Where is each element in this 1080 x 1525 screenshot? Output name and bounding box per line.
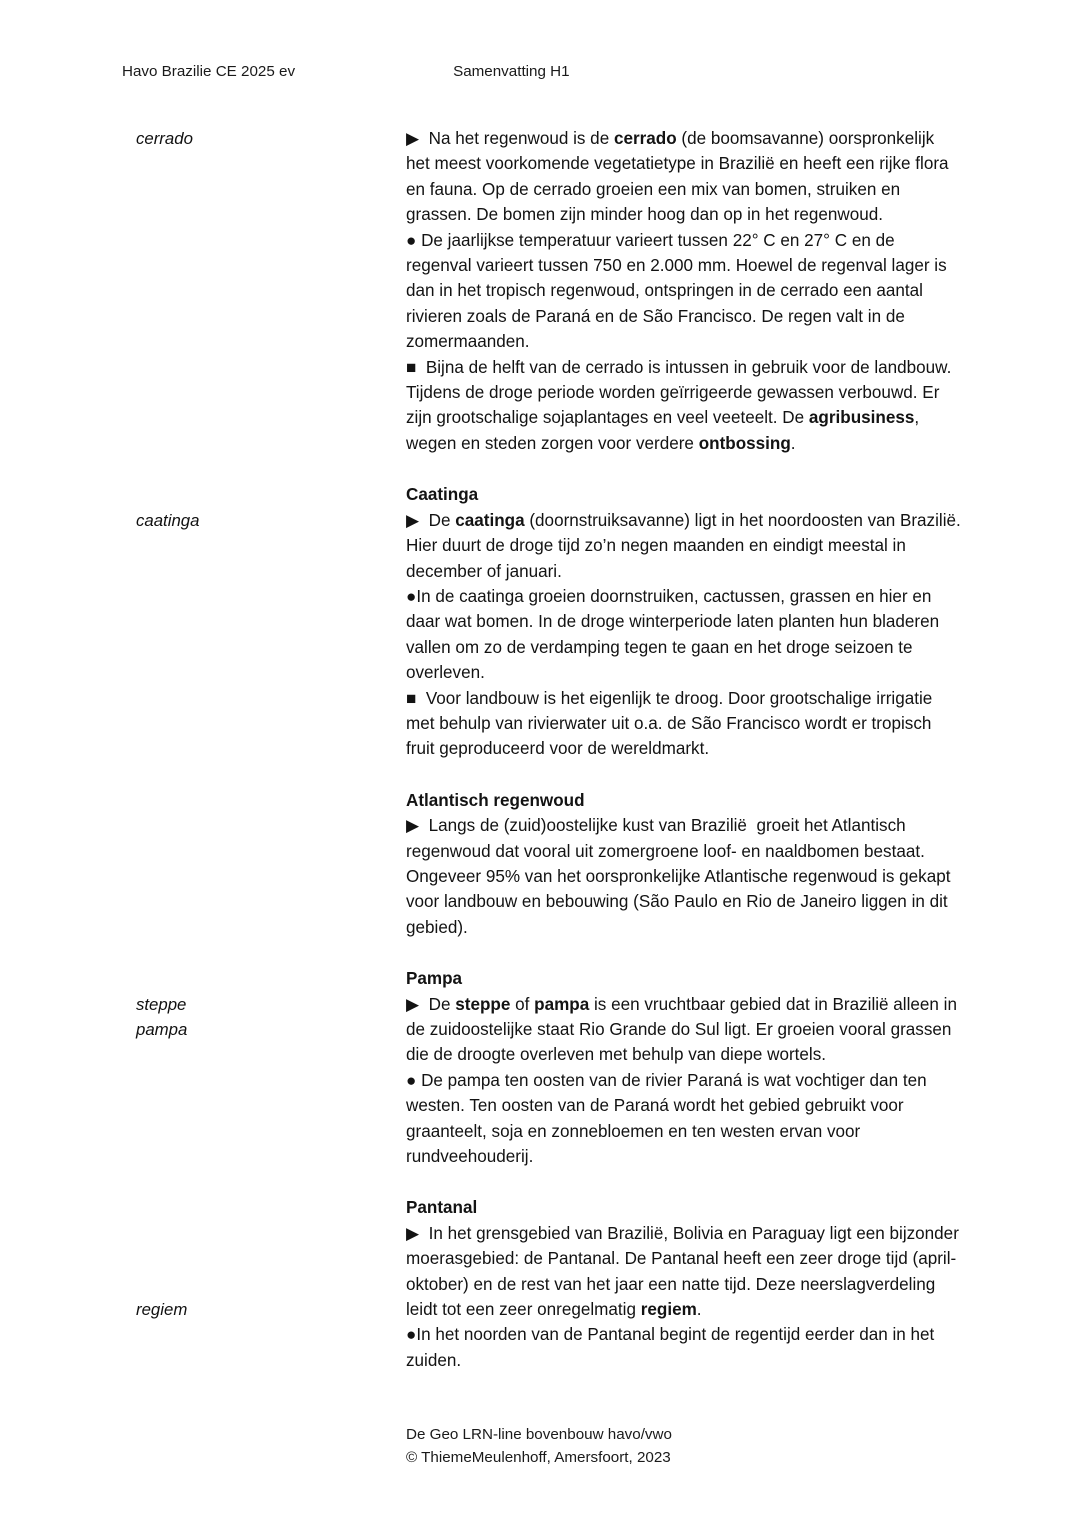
section-caatinga-text: [406, 482, 1080, 761]
cerrado-p3-mid: , wegen en steden zorgen voor verdere: [406, 408, 924, 453]
section-pampa: [0, 966, 1080, 1169]
cerrado-p3-post: .: [790, 433, 796, 453]
pantanal-p1-post: .: [696, 1300, 702, 1320]
cerrado-paragraph-2: ● De jaarlijkse temperatuur varieert tussen 22° C en 27° C en de regenval varieert tussen 750 en 2.000 mm. Hoewel de regenval lager is dan in het tropisch regenwoud, ontspringen in de cerrado een aantal rivieren zoals de Paraná en de São Francisco. De regen valt in de zomermaanden.: [406, 230, 952, 352]
spacer-after-pampa: [0, 1169, 1080, 1195]
section-atlantisch-text: [406, 788, 1080, 940]
pantanal-p1-pre: ▶ In het grensgebied van Brazilië, Bolivia en Paraguay ligt een bijzonder moerasgebied: de Pantanal. De Pantanal heeft een zeer droge tijd (april-oktober) en de rest van het jaar een natte tijd. Deze neerslagverdeling leidt tot een zeer onregelmatig: [406, 1223, 964, 1320]
section-caatinga: [0, 482, 1080, 761]
cerrado-p3-bold-ontbossing: ontbossing: [698, 433, 791, 453]
section-pantanal-text: [406, 1195, 1080, 1373]
pampa-p1-post: is een vruchtbaar gebied dat in Brazilië alleen in de zuidoostelijke staat Rio Grande do Sul ligt. Er groeien vooral grassen die de droogte overleven met behulp van diepe wortels.: [406, 994, 962, 1065]
caatinga-p1-post: (doornstruiksavanne) ligt in het noordoosten van Brazilië. Hier duurt de droge tijd zo’n negen maanden en eindigt meestal in december of januari.: [406, 510, 966, 581]
cerrado-p3-pre: ■ Bijna de helft van de cerrado is intussen in gebruik voor de landbouw. Tijdens de droge periode worden geïrrigeerde gewassen verbouwd. Er zijn grootschalige sojaplantages en veel veeteelt. De: [406, 357, 956, 428]
margin-keyword-pampa-spacer: [136, 966, 406, 991]
pampa-paragraph-2: ● De pampa ten oosten van de rivier Paraná is wat vochtiger dan ten westen. Ten oosten van de Paraná wordt het gebied gebruikt voor graanteelt, soja en zonnebloemen en ten westen ervan voor rundveehouderij.: [406, 1070, 932, 1167]
section-pantanal: [0, 1195, 1080, 1373]
cerrado-p1-pre: ▶ Na het regenwoud is de: [406, 129, 614, 148]
spacer-after-caatinga: [0, 762, 1080, 788]
margin-keyword-cerrado: cerrado: [136, 129, 193, 148]
cerrado-p1-bold-term: cerrado: [613, 129, 677, 148]
section-cerrado-text: [406, 126, 1080, 456]
pampa-heading: Pampa: [406, 969, 463, 989]
caatinga-heading: Caatinga: [406, 485, 479, 505]
caatinga-p1-pre: ▶ De: [406, 510, 456, 530]
margin-keyword-pantanal-spacer-3: [136, 1246, 406, 1271]
caatinga-paragraph-1: [406, 508, 966, 584]
margin-keywords-pantanal: [0, 1195, 406, 1322]
atlantisch-paragraph-1: ▶ Langs de (zuid)oostelijke kust van Brazilië groeit het Atlantisch regenwoud dat vooral uit zomergroene loof- en naaldbomen bestaat. Ongeveer 95% van het oorspronkelijke Atlantische regenwoud is gekapt voor landbouw en bebouwing (São Paulo en Rio de Janeiro liggen in dit gebied).: [406, 816, 956, 937]
caatinga-paragraph-2: ●In de caatinga groeien doornstruiken, cactussen, grassen en hier en daar wat bomen. In de droge winterperiode laten planten hun bladeren vallen om zo de verdamping tegen te gaan en het droge seizoen te overleven.: [406, 586, 944, 683]
margin-keyword-steppe: steppe: [136, 994, 187, 1014]
running-head-right: Samenvatting H1: [453, 63, 570, 80]
pantanal-paragraph-1: [406, 1221, 962, 1323]
caatinga-paragraph-3: ■ Voor landbouw is het eigenlijk te droog. Door grootschalige irrigatie met behulp van rivierwater uit o.a. de São Francisco wordt er tropisch fruit geproduceerd voor de wereldmarkt.: [406, 688, 938, 759]
margin-keyword-caatinga: caatinga: [136, 510, 200, 530]
margin-keyword-regiem: regiem: [136, 1300, 188, 1320]
section-pampa-text: [406, 966, 1080, 1169]
running-head-left: Havo Brazilie CE 2025 ev: [122, 63, 296, 80]
pampa-p1-bold-pampa: pampa: [534, 994, 590, 1014]
pantanal-paragraph-2: ●In het noorden van de Pantanal begint de regentijd eerder dan in het zuiden.: [406, 1325, 940, 1370]
page-footer: [406, 1424, 966, 1469]
section-atlantisch-regenwoud: [0, 788, 1080, 940]
margin-keywords-pampa: [0, 966, 406, 1042]
document-body: [0, 126, 1080, 1373]
spacer-after-atlantisch: [0, 940, 1080, 966]
margin-keywords-cerrado: [0, 126, 406, 151]
atlantisch-heading: Atlantisch regenwoud: [406, 790, 585, 810]
margin-keywords-caatinga: [0, 482, 406, 533]
margin-keyword-pampa: pampa: [136, 1020, 188, 1039]
pampa-p1-bold-steppe: steppe: [455, 994, 511, 1014]
margin-keyword-pantanal-spacer-1: [136, 1195, 406, 1220]
margin-keyword-caatinga-spacer: [136, 482, 406, 507]
caatinga-p1-bold-term: caatinga: [455, 510, 525, 530]
footer-line-2: © ThiemeMeulenhoff, Amersfoort, 2023: [406, 1448, 671, 1466]
pantanal-heading: Pantanal: [406, 1198, 478, 1218]
pampa-p1-mid: of: [510, 994, 535, 1014]
cerrado-paragraph-3: [406, 355, 962, 457]
cerrado-paragraph-1: [406, 126, 962, 228]
cerrado-p1-post: (de boomsavanne) oorspronkelijk het meest voorkomende vegetatietype in Brazilië en heeft een rijke flora en fauna. Op de cerrado groeien een mix van bomen, struiken en grassen. De bomen zijn minder hoog dan op in het regenwoud.: [406, 129, 954, 225]
pantanal-p1-bold-regiem: regiem: [640, 1300, 697, 1320]
margin-keyword-pantanal-spacer-2: [136, 1221, 406, 1246]
margin-keyword-pantanal-spacer-4: [136, 1272, 406, 1297]
running-head: [122, 62, 962, 82]
pampa-p1-pre: ▶ De: [406, 994, 456, 1014]
footer-line-1: De Geo LRN-line bovenbouw havo/vwo: [406, 1426, 672, 1443]
cerrado-p3-bold-agribusiness: agribusiness: [808, 408, 915, 428]
spacer-after-cerrado: [0, 456, 1080, 482]
pampa-paragraph-1: [406, 992, 962, 1068]
section-cerrado: [0, 126, 1080, 456]
